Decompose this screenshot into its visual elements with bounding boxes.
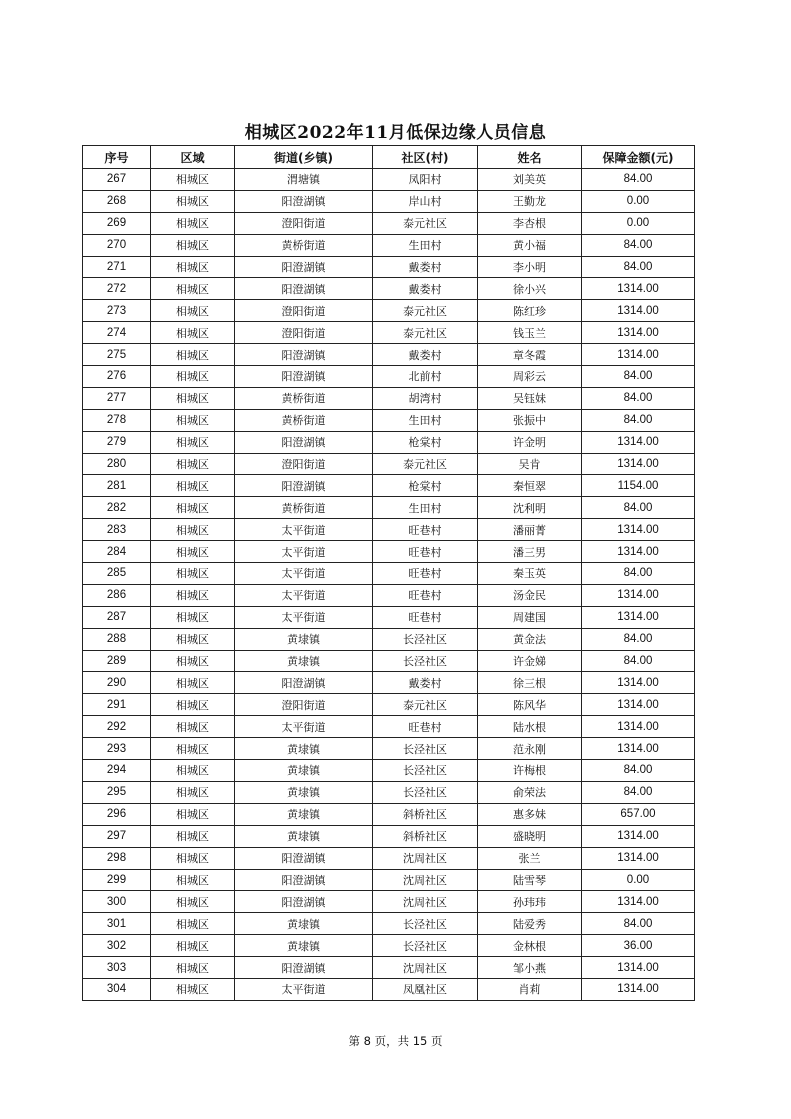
table-row [83, 366, 695, 388]
cell-community: 沈周社区 [373, 847, 478, 869]
cell-name: 许金明 [478, 431, 582, 453]
cell-amount: 84.00 [582, 760, 695, 782]
cell-community: 生田村 [373, 497, 478, 519]
cell-amount: 84.00 [582, 563, 695, 585]
cell-name: 徐三根 [478, 672, 582, 694]
cell-district: 相城区 [151, 738, 235, 760]
cell-street: 阳澄湖镇 [235, 891, 373, 913]
cell-district: 相城区 [151, 825, 235, 847]
table-row [83, 891, 695, 913]
cell-name: 盛晓明 [478, 825, 582, 847]
cell-district: 相城区 [151, 650, 235, 672]
table-row [83, 738, 695, 760]
table-row [83, 978, 695, 1000]
cell-name: 吴肯 [478, 453, 582, 475]
cell-amount: 1314.00 [582, 672, 695, 694]
cell-index: 267 [83, 169, 151, 191]
cell-district: 相城区 [151, 497, 235, 519]
cell-amount: 1314.00 [582, 891, 695, 913]
cell-district: 相城区 [151, 760, 235, 782]
cell-amount: 1314.00 [582, 300, 695, 322]
cell-index: 270 [83, 234, 151, 256]
cell-street: 阳澄湖镇 [235, 869, 373, 891]
cell-index: 271 [83, 256, 151, 278]
cell-amount: 1314.00 [582, 957, 695, 979]
table-row [83, 781, 695, 803]
cell-amount: 84.00 [582, 409, 695, 431]
cell-community: 长泾社区 [373, 913, 478, 935]
cell-community: 旺巷村 [373, 519, 478, 541]
cell-district: 相城区 [151, 169, 235, 191]
cell-amount: 1314.00 [582, 453, 695, 475]
cell-amount: 84.00 [582, 234, 695, 256]
cell-district: 相城区 [151, 563, 235, 585]
cell-index: 289 [83, 650, 151, 672]
cell-district: 相城区 [151, 935, 235, 957]
cell-amount: 84.00 [582, 169, 695, 191]
cell-community: 旺巷村 [373, 606, 478, 628]
cell-community: 泰元社区 [373, 212, 478, 234]
cell-index: 293 [83, 738, 151, 760]
table-row [83, 913, 695, 935]
cell-district: 相城区 [151, 278, 235, 300]
cell-community: 沈周社区 [373, 957, 478, 979]
cell-street: 黄桥街道 [235, 409, 373, 431]
cell-amount: 84.00 [582, 387, 695, 409]
cell-name: 吴钰妹 [478, 387, 582, 409]
cell-community: 长泾社区 [373, 738, 478, 760]
cell-street: 黄埭镇 [235, 913, 373, 935]
cell-street: 阳澄湖镇 [235, 366, 373, 388]
cell-name: 刘美英 [478, 169, 582, 191]
table-row [83, 278, 695, 300]
cell-street: 太平街道 [235, 606, 373, 628]
cell-community: 泰元社区 [373, 453, 478, 475]
table-row [83, 541, 695, 563]
cell-community: 旺巷村 [373, 584, 478, 606]
cell-street: 阳澄湖镇 [235, 672, 373, 694]
cell-index: 300 [83, 891, 151, 913]
cell-amount: 1314.00 [582, 322, 695, 344]
cell-district: 相城区 [151, 212, 235, 234]
cell-index: 280 [83, 453, 151, 475]
cell-street: 黄埭镇 [235, 781, 373, 803]
cell-district: 相城区 [151, 519, 235, 541]
cell-amount: 1314.00 [582, 606, 695, 628]
cell-amount: 1314.00 [582, 344, 695, 366]
cell-street: 阳澄湖镇 [235, 344, 373, 366]
cell-community: 戴娄村 [373, 278, 478, 300]
cell-district: 相城区 [151, 891, 235, 913]
cell-name: 许梅根 [478, 760, 582, 782]
cell-community: 长泾社区 [373, 935, 478, 957]
cell-community: 凤凰社区 [373, 978, 478, 1000]
cell-amount: 657.00 [582, 803, 695, 825]
cell-amount: 84.00 [582, 650, 695, 672]
cell-amount: 1314.00 [582, 431, 695, 453]
cell-district: 相城区 [151, 431, 235, 453]
cell-community: 胡湾村 [373, 387, 478, 409]
cell-name: 范永刚 [478, 738, 582, 760]
table-row [83, 300, 695, 322]
cell-amount: 1314.00 [582, 278, 695, 300]
cell-street: 黄埭镇 [235, 935, 373, 957]
cell-district: 相城区 [151, 584, 235, 606]
cell-street: 阳澄湖镇 [235, 256, 373, 278]
cell-name: 潘三男 [478, 541, 582, 563]
table-row [83, 672, 695, 694]
page-title: 相城区2022年11月低保边缘人员信息 [244, 123, 547, 143]
cell-index: 301 [83, 913, 151, 935]
cell-street: 黄桥街道 [235, 497, 373, 519]
table-row [83, 322, 695, 344]
cell-name: 黄金法 [478, 628, 582, 650]
cell-street: 黄埭镇 [235, 650, 373, 672]
cell-index: 304 [83, 978, 151, 1000]
col-header-name: 姓名 [478, 146, 582, 169]
col-header-index: 序号 [83, 146, 151, 169]
cell-community: 戴娄村 [373, 672, 478, 694]
cell-community: 旺巷村 [373, 716, 478, 738]
cell-amount: 1314.00 [582, 584, 695, 606]
cell-district: 相城区 [151, 256, 235, 278]
cell-street: 黄埭镇 [235, 628, 373, 650]
cell-name: 潘丽菁 [478, 519, 582, 541]
cell-index: 288 [83, 628, 151, 650]
table-row [83, 584, 695, 606]
cell-community: 旺巷村 [373, 563, 478, 585]
cell-name: 张兰 [478, 847, 582, 869]
table-row [83, 431, 695, 453]
cell-street: 太平街道 [235, 519, 373, 541]
cell-street: 澄阳街道 [235, 212, 373, 234]
col-header-community: 社区(村) [373, 146, 478, 169]
cell-index: 273 [83, 300, 151, 322]
cell-name: 汤金民 [478, 584, 582, 606]
cell-community: 沈周社区 [373, 891, 478, 913]
cell-district: 相城区 [151, 978, 235, 1000]
cell-street: 澄阳街道 [235, 453, 373, 475]
cell-street: 阳澄湖镇 [235, 431, 373, 453]
table-row [83, 256, 695, 278]
cell-name: 陆水根 [478, 716, 582, 738]
cell-district: 相城区 [151, 781, 235, 803]
cell-index: 282 [83, 497, 151, 519]
cell-name: 王勤龙 [478, 190, 582, 212]
cell-district: 相城区 [151, 475, 235, 497]
cell-amount: 1314.00 [582, 541, 695, 563]
cell-community: 长泾社区 [373, 650, 478, 672]
cell-district: 相城区 [151, 387, 235, 409]
cell-index: 276 [83, 366, 151, 388]
cell-amount: 36.00 [582, 935, 695, 957]
roster-table [82, 145, 695, 1001]
table-row [83, 497, 695, 519]
cell-index: 272 [83, 278, 151, 300]
table-row [83, 825, 695, 847]
cell-district: 相城区 [151, 869, 235, 891]
cell-district: 相城区 [151, 694, 235, 716]
cell-street: 黄埭镇 [235, 738, 373, 760]
cell-name: 钱玉兰 [478, 322, 582, 344]
cell-index: 278 [83, 409, 151, 431]
table-row [83, 803, 695, 825]
cell-street: 澄阳街道 [235, 694, 373, 716]
cell-name: 俞荣法 [478, 781, 582, 803]
cell-name: 陆雪琴 [478, 869, 582, 891]
cell-street: 阳澄湖镇 [235, 847, 373, 869]
cell-index: 298 [83, 847, 151, 869]
cell-street: 澄阳街道 [235, 300, 373, 322]
cell-community: 沈周社区 [373, 869, 478, 891]
cell-street: 太平街道 [235, 584, 373, 606]
cell-amount: 1314.00 [582, 825, 695, 847]
cell-district: 相城区 [151, 234, 235, 256]
cell-district: 相城区 [151, 957, 235, 979]
cell-name: 肖莉 [478, 978, 582, 1000]
cell-index: 294 [83, 760, 151, 782]
cell-street: 黄埭镇 [235, 825, 373, 847]
cell-index: 297 [83, 825, 151, 847]
cell-index: 290 [83, 672, 151, 694]
cell-index: 296 [83, 803, 151, 825]
cell-amount: 1314.00 [582, 694, 695, 716]
cell-street: 渭塘镇 [235, 169, 373, 191]
table-row [83, 169, 695, 191]
table-row [83, 190, 695, 212]
cell-index: 284 [83, 541, 151, 563]
cell-index: 286 [83, 584, 151, 606]
table-row [83, 519, 695, 541]
col-header-district: 区域 [151, 146, 235, 169]
cell-district: 相城区 [151, 913, 235, 935]
table-row [83, 650, 695, 672]
col-header-amount: 保障金额(元) [582, 146, 695, 169]
cell-name: 章冬霞 [478, 344, 582, 366]
cell-name: 秦恒翠 [478, 475, 582, 497]
cell-name: 金林根 [478, 935, 582, 957]
cell-amount: 84.00 [582, 366, 695, 388]
cell-index: 303 [83, 957, 151, 979]
cell-district: 相城区 [151, 344, 235, 366]
cell-community: 北前村 [373, 366, 478, 388]
table-row [83, 606, 695, 628]
cell-amount: 84.00 [582, 256, 695, 278]
cell-district: 相城区 [151, 541, 235, 563]
cell-community: 生田村 [373, 234, 478, 256]
cell-street: 阳澄湖镇 [235, 475, 373, 497]
cell-community: 长泾社区 [373, 628, 478, 650]
cell-community: 长泾社区 [373, 760, 478, 782]
cell-name: 李杏根 [478, 212, 582, 234]
table-row [83, 409, 695, 431]
cell-community: 泰元社区 [373, 300, 478, 322]
table-row [83, 234, 695, 256]
cell-community: 凤阳村 [373, 169, 478, 191]
cell-district: 相城区 [151, 628, 235, 650]
table-body [83, 169, 695, 1001]
cell-street: 黄桥街道 [235, 234, 373, 256]
cell-name: 周建国 [478, 606, 582, 628]
table-row [83, 935, 695, 957]
table-row [83, 475, 695, 497]
cell-name: 惠多妹 [478, 803, 582, 825]
cell-street: 黄埭镇 [235, 803, 373, 825]
cell-community: 斜桥社区 [373, 803, 478, 825]
cell-community: 枪棠村 [373, 431, 478, 453]
table-row [83, 212, 695, 234]
cell-district: 相城区 [151, 366, 235, 388]
cell-street: 黄桥街道 [235, 387, 373, 409]
cell-community: 枪棠村 [373, 475, 478, 497]
cell-amount: 0.00 [582, 212, 695, 234]
cell-district: 相城区 [151, 322, 235, 344]
cell-amount: 84.00 [582, 497, 695, 519]
cell-amount: 1314.00 [582, 716, 695, 738]
table-row [83, 694, 695, 716]
cell-index: 268 [83, 190, 151, 212]
cell-district: 相城区 [151, 672, 235, 694]
table-row [83, 716, 695, 738]
cell-name: 徐小兴 [478, 278, 582, 300]
table-header-row [83, 146, 695, 169]
cell-index: 283 [83, 519, 151, 541]
cell-street: 太平街道 [235, 563, 373, 585]
cell-name: 许金娣 [478, 650, 582, 672]
cell-name: 李小明 [478, 256, 582, 278]
cell-name: 秦玉英 [478, 563, 582, 585]
cell-index: 295 [83, 781, 151, 803]
cell-community: 生田村 [373, 409, 478, 431]
cell-amount: 84.00 [582, 781, 695, 803]
cell-amount: 0.00 [582, 869, 695, 891]
cell-name: 陆爱秀 [478, 913, 582, 935]
cell-index: 292 [83, 716, 151, 738]
cell-street: 太平街道 [235, 541, 373, 563]
cell-district: 相城区 [151, 803, 235, 825]
cell-district: 相城区 [151, 453, 235, 475]
cell-community: 戴娄村 [373, 256, 478, 278]
table-row [83, 453, 695, 475]
table-row [83, 387, 695, 409]
table-row [83, 760, 695, 782]
cell-index: 281 [83, 475, 151, 497]
cell-name: 张振中 [478, 409, 582, 431]
cell-community: 泰元社区 [373, 694, 478, 716]
cell-street: 澄阳街道 [235, 322, 373, 344]
cell-community: 泰元社区 [373, 322, 478, 344]
table-row [83, 628, 695, 650]
table-row [83, 847, 695, 869]
cell-name: 陈红珍 [478, 300, 582, 322]
cell-amount: 84.00 [582, 628, 695, 650]
cell-index: 287 [83, 606, 151, 628]
cell-district: 相城区 [151, 847, 235, 869]
cell-amount: 1314.00 [582, 738, 695, 760]
cell-district: 相城区 [151, 409, 235, 431]
cell-amount: 1154.00 [582, 475, 695, 497]
cell-name: 周彩云 [478, 366, 582, 388]
cell-amount: 1314.00 [582, 847, 695, 869]
cell-district: 相城区 [151, 716, 235, 738]
cell-community: 斜桥社区 [373, 825, 478, 847]
page-footer: 第 8 页，共 15 页 [348, 1034, 443, 1048]
cell-index: 299 [83, 869, 151, 891]
cell-street: 太平街道 [235, 978, 373, 1000]
cell-index: 285 [83, 563, 151, 585]
cell-community: 戴娄村 [373, 344, 478, 366]
table-row [83, 869, 695, 891]
cell-index: 291 [83, 694, 151, 716]
cell-street: 太平街道 [235, 716, 373, 738]
table-row [83, 563, 695, 585]
cell-amount: 84.00 [582, 913, 695, 935]
cell-name: 沈利明 [478, 497, 582, 519]
cell-index: 269 [83, 212, 151, 234]
cell-street: 黄埭镇 [235, 760, 373, 782]
cell-amount: 0.00 [582, 190, 695, 212]
cell-name: 黄小福 [478, 234, 582, 256]
cell-index: 275 [83, 344, 151, 366]
cell-district: 相城区 [151, 190, 235, 212]
cell-street: 阳澄湖镇 [235, 278, 373, 300]
cell-district: 相城区 [151, 300, 235, 322]
cell-district: 相城区 [151, 606, 235, 628]
table-row [83, 344, 695, 366]
cell-community: 旺巷村 [373, 541, 478, 563]
cell-community: 岸山村 [373, 190, 478, 212]
cell-name: 邹小燕 [478, 957, 582, 979]
table-row [83, 957, 695, 979]
cell-index: 302 [83, 935, 151, 957]
cell-index: 277 [83, 387, 151, 409]
cell-community: 长泾社区 [373, 781, 478, 803]
cell-name: 孙玮玮 [478, 891, 582, 913]
cell-street: 阳澄湖镇 [235, 957, 373, 979]
col-header-street: 街道(乡镇) [235, 146, 373, 169]
cell-street: 阳澄湖镇 [235, 190, 373, 212]
cell-index: 279 [83, 431, 151, 453]
cell-amount: 1314.00 [582, 519, 695, 541]
cell-name: 陈风华 [478, 694, 582, 716]
cell-amount: 1314.00 [582, 978, 695, 1000]
cell-index: 274 [83, 322, 151, 344]
